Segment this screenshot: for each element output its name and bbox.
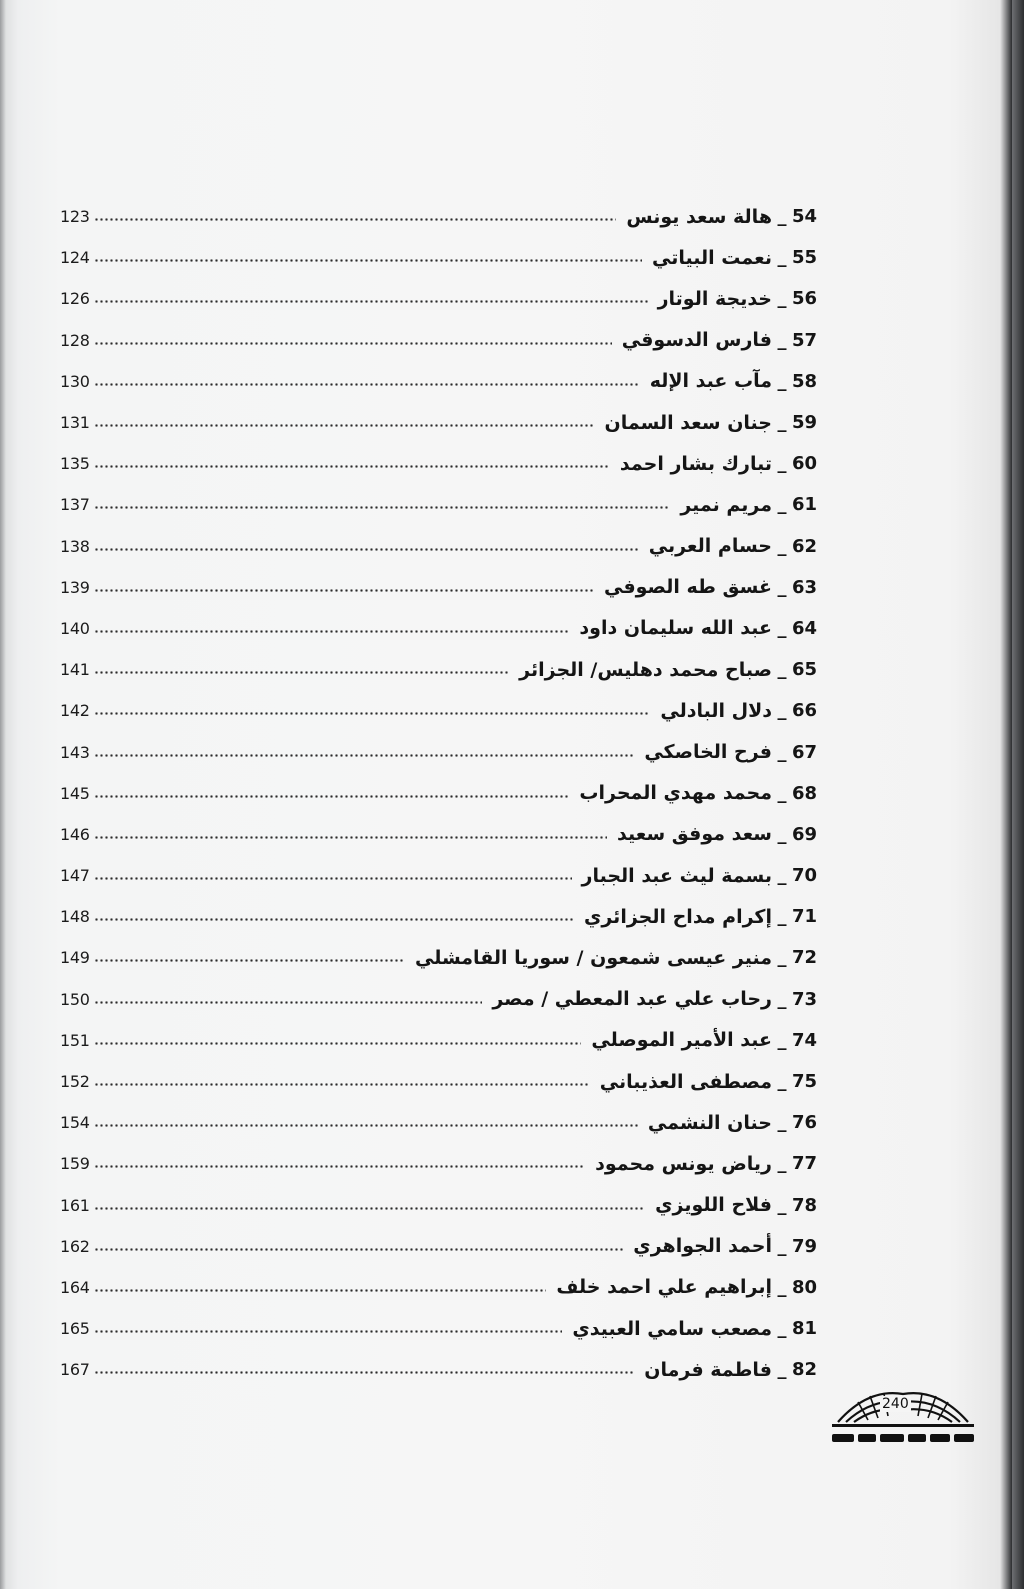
toc-page-number: 131 — [60, 413, 90, 433]
toc-entry-title: منير عيسى شمعون / سوريا القامشلي — [414, 946, 772, 969]
toc-separator: _ — [777, 1235, 787, 1257]
toc-separator: _ — [777, 1112, 787, 1134]
toc-entry-title: تبارك بشار احمد — [619, 452, 772, 475]
toc-entry-title: نعمت البياتي — [652, 246, 772, 269]
dot-leader — [94, 1042, 581, 1045]
toc-page-number: 167 — [60, 1360, 90, 1380]
toc-separator: _ — [777, 1071, 787, 1093]
page-edge-left — [0, 0, 6, 1589]
toc-entry-number: 73 — [792, 988, 818, 1010]
dot-leader — [94, 1165, 585, 1168]
toc-separator: _ — [777, 329, 787, 351]
dot-leader — [94, 548, 639, 551]
toc-page-number: 149 — [60, 948, 90, 968]
toc-entry-number: 79 — [792, 1235, 818, 1257]
toc-separator: _ — [777, 659, 787, 681]
toc-separator: _ — [777, 370, 787, 392]
toc-page-number: 164 — [60, 1277, 90, 1297]
toc-entry — [60, 361, 820, 402]
dot-leader — [94, 300, 648, 303]
toc-entry-title: هالة سعد يونس — [626, 205, 772, 228]
dot-leader — [94, 1330, 562, 1333]
toc-entry-number: 66 — [792, 700, 818, 722]
toc-entry-number: 68 — [792, 782, 818, 804]
toc-entry — [60, 320, 820, 361]
dot-leader — [94, 383, 640, 386]
toc-entry — [60, 402, 820, 443]
toc-separator: _ — [777, 865, 787, 887]
dot-leader — [94, 630, 569, 633]
toc-entry — [60, 1349, 820, 1390]
toc-entry-number: 63 — [792, 576, 818, 598]
dot-leader — [94, 877, 572, 880]
toc-entry — [60, 773, 820, 814]
toc-entry — [60, 1143, 820, 1184]
toc-entry-number: 65 — [792, 659, 818, 681]
dot-leader — [94, 836, 607, 839]
toc-entry-title: مآب عبد الإله — [649, 370, 772, 393]
toc-page-number: 148 — [60, 907, 90, 927]
toc-entry-number: 71 — [792, 906, 818, 928]
toc-separator: _ — [777, 947, 787, 969]
dot-leader — [94, 1371, 634, 1374]
toc-entry — [60, 1020, 820, 1061]
toc-entry — [60, 1102, 820, 1143]
toc-entry — [60, 608, 820, 649]
toc-separator: _ — [777, 576, 787, 598]
toc-entry — [60, 814, 820, 855]
dot-leader — [94, 1248, 623, 1251]
toc-entry-title: جنان سعد السمان — [604, 411, 772, 434]
toc-entry-title: رياض يونس محمود — [595, 1152, 772, 1175]
toc-separator: _ — [777, 1276, 787, 1298]
toc-separator: _ — [777, 247, 787, 269]
toc-entry-title: خديجة الوتار — [657, 287, 772, 310]
toc-entry — [60, 855, 820, 896]
toc-page-number: 154 — [60, 1113, 90, 1133]
toc-entry — [60, 237, 820, 278]
page-edge-right — [1012, 0, 1024, 1589]
toc-separator: _ — [777, 823, 787, 845]
toc-separator: _ — [777, 494, 787, 516]
toc-entry-number: 57 — [792, 329, 818, 351]
toc-entry — [60, 526, 820, 567]
toc-entry-title: إبراهيم علي احمد خلف — [556, 1276, 772, 1299]
toc-entry-number: 58 — [792, 370, 818, 392]
toc-page-number: 140 — [60, 618, 90, 638]
dot-leader — [94, 712, 650, 715]
toc-entry-number: 61 — [792, 494, 818, 516]
toc-separator: _ — [777, 453, 787, 475]
toc-page-number: 137 — [60, 495, 90, 515]
dot-leader — [94, 1124, 638, 1127]
toc-entry-number: 78 — [792, 1194, 818, 1216]
toc-entry — [60, 196, 820, 237]
toc-separator: _ — [777, 1194, 787, 1216]
toc-page-number: 126 — [60, 289, 90, 309]
toc-entry-number: 60 — [792, 453, 818, 475]
toc-page-number: 146 — [60, 824, 90, 844]
toc-entry-number: 54 — [792, 206, 818, 228]
dot-leader — [94, 342, 612, 345]
toc-entry-number: 81 — [792, 1318, 818, 1340]
toc-separator: _ — [777, 782, 787, 804]
toc-separator: _ — [777, 617, 787, 639]
toc-entry — [60, 567, 820, 608]
toc-page-number: 141 — [60, 660, 90, 680]
toc-entry — [60, 1226, 820, 1267]
toc-page-number: 123 — [60, 207, 90, 227]
toc-entry-title: إكرام مداح الجزائري — [583, 905, 772, 928]
toc-entry-title: بسمة ليث عبد الجبار — [581, 864, 772, 887]
toc-entry-number: 75 — [792, 1071, 818, 1093]
toc-entry-number: 72 — [792, 947, 818, 969]
toc-entry-title: عبد الأمير الموصلي — [591, 1029, 772, 1052]
toc-entry-title: مصطفى العذيباني — [599, 1070, 772, 1093]
dot-leader — [94, 1083, 590, 1086]
toc-entry-number: 69 — [792, 823, 818, 845]
toc-entry-title: مصعب سامي العبيدي — [572, 1317, 772, 1340]
toc-page-number: 159 — [60, 1154, 90, 1174]
dot-leader — [94, 259, 642, 262]
toc-entry — [60, 979, 820, 1020]
toc-entry-title: غسق طه الصوفي — [603, 576, 772, 599]
toc-entry-title: مريم نمير — [680, 493, 772, 516]
toc-separator: _ — [777, 1318, 787, 1340]
toc-entry-title: أحمد الجواهري — [633, 1235, 772, 1258]
dot-leader — [94, 589, 594, 592]
toc-entry-number: 74 — [792, 1029, 818, 1051]
dot-leader — [94, 1207, 645, 1210]
toc-entry-title: فارس الدسوقي — [621, 329, 772, 352]
toc-entry — [60, 1185, 820, 1226]
dot-leader — [94, 795, 569, 798]
toc-entry-number: 55 — [792, 247, 818, 269]
toc-entry — [60, 1308, 820, 1349]
toc-entry — [60, 896, 820, 937]
toc-page-number: 142 — [60, 701, 90, 721]
toc-page-number: 124 — [60, 248, 90, 268]
toc-entry-title: سعد موفق سعيد — [617, 823, 772, 846]
toc-entry-title: فرح الخاصكي — [644, 741, 772, 764]
toc-entry-title: فلاح اللويزي — [655, 1194, 772, 1217]
toc-page-number: 139 — [60, 577, 90, 597]
toc-entry-title: صباح محمد دهليس/ الجزائر — [519, 658, 772, 681]
toc-entry-number: 82 — [792, 1359, 818, 1381]
toc-entry — [60, 690, 820, 731]
toc-entry-number: 70 — [792, 865, 818, 887]
toc-page-number: 128 — [60, 330, 90, 350]
toc-separator: _ — [777, 1359, 787, 1381]
toc-separator: _ — [777, 700, 787, 722]
table-of-contents — [60, 196, 820, 1390]
toc-entry — [60, 649, 820, 690]
toc-entry — [60, 484, 820, 525]
toc-separator: _ — [777, 1029, 787, 1051]
toc-entry-title: فاطمة فرمان — [644, 1358, 772, 1381]
toc-entry-number: 76 — [792, 1112, 818, 1134]
toc-entry — [60, 443, 820, 484]
toc-separator: _ — [777, 412, 787, 434]
toc-entry-number: 62 — [792, 535, 818, 557]
toc-entry-title: رحاب علي عبد المعطي / مصر — [492, 988, 772, 1011]
toc-separator: _ — [777, 988, 787, 1010]
toc-separator: _ — [777, 535, 787, 557]
toc-entry — [60, 278, 820, 319]
publisher-logo — [828, 1384, 978, 1448]
toc-page-number: 130 — [60, 371, 90, 391]
toc-entry — [60, 1267, 820, 1308]
toc-entry — [60, 1061, 820, 1102]
toc-entry-title: حسام العربي — [648, 535, 772, 558]
dot-leader — [94, 1289, 546, 1292]
toc-page-number: 151 — [60, 1030, 90, 1050]
toc-page-number: 147 — [60, 866, 90, 886]
toc-entry — [60, 731, 820, 772]
dot-leader — [94, 465, 610, 468]
toc-separator: _ — [777, 741, 787, 763]
dot-leader — [94, 218, 616, 221]
toc-page-number: 165 — [60, 1319, 90, 1339]
toc-page-number: 138 — [60, 536, 90, 556]
toc-page-number: 135 — [60, 454, 90, 474]
page-number: 240 — [882, 1396, 909, 1412]
toc-page-number: 162 — [60, 1236, 90, 1256]
toc-page-number: 161 — [60, 1195, 90, 1215]
toc-entry-number: 56 — [792, 288, 818, 310]
toc-entry-title: محمد مهدي المحراب — [579, 782, 772, 805]
dot-leader — [94, 959, 405, 962]
toc-page-number: 143 — [60, 742, 90, 762]
toc-separator: _ — [777, 206, 787, 228]
toc-entry-number: 59 — [792, 412, 818, 434]
toc-entry — [60, 937, 820, 978]
toc-entry-title: حنان النشمي — [647, 1111, 772, 1134]
toc-entry-number: 80 — [792, 1276, 818, 1298]
dot-leader — [94, 671, 509, 674]
toc-entry-title: عبد الله سليمان داود — [579, 617, 772, 640]
toc-entry-title: دلال البادلي — [660, 699, 772, 722]
toc-page-number: 150 — [60, 989, 90, 1009]
dot-leader — [94, 754, 634, 757]
toc-separator: _ — [777, 1153, 787, 1175]
toc-entry-number: 64 — [792, 617, 818, 639]
dot-leader — [94, 918, 574, 921]
toc-separator: _ — [777, 288, 787, 310]
toc-page-number: 152 — [60, 1072, 90, 1092]
toc-entry-number: 77 — [792, 1153, 818, 1175]
dot-leader — [94, 424, 595, 427]
dot-leader — [94, 1001, 482, 1004]
toc-separator: _ — [777, 906, 787, 928]
dot-leader — [94, 506, 670, 509]
toc-page-number: 145 — [60, 783, 90, 803]
toc-entry-number: 67 — [792, 741, 818, 763]
